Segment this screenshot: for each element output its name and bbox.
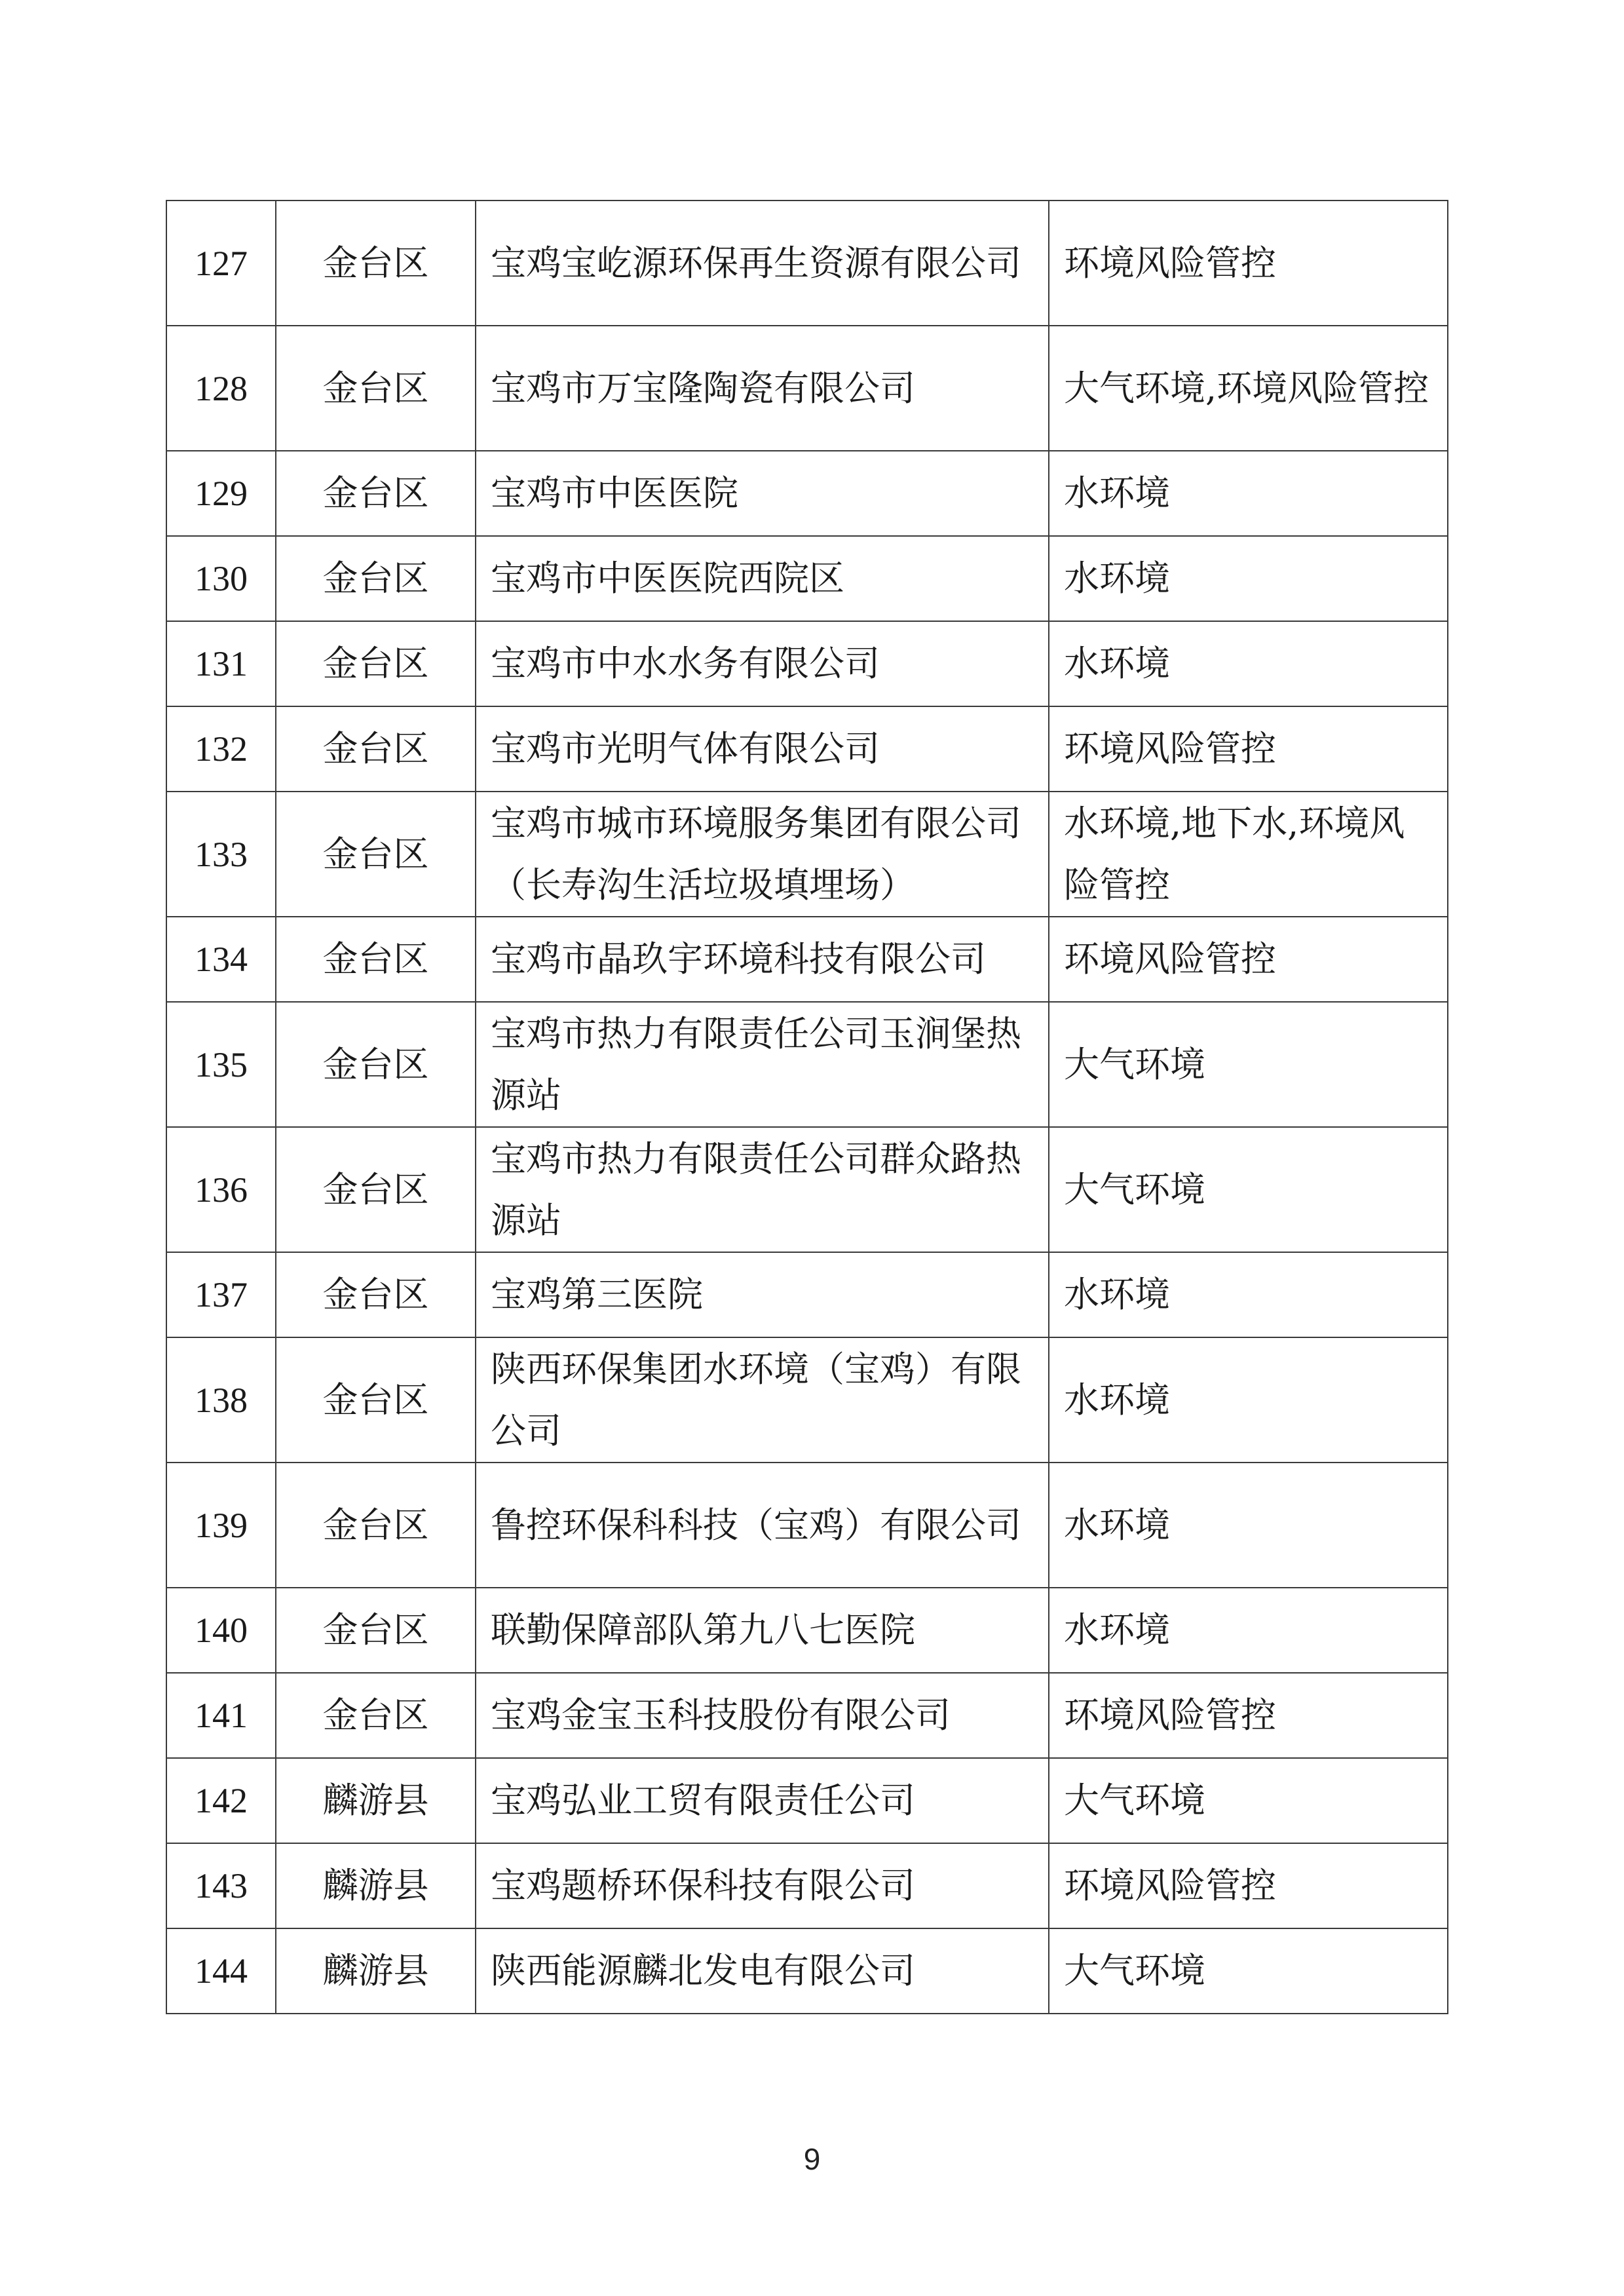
cell-number: 141 xyxy=(166,1673,276,1758)
cell-number: 127 xyxy=(166,201,276,326)
cell-category: 环境风险管控 xyxy=(1049,1843,1448,1928)
table-row xyxy=(166,1463,1448,1588)
table-row xyxy=(166,536,1448,621)
cell-district: 金台区 xyxy=(276,621,476,706)
cell-company-name: 宝鸡市中水水务有限公司 xyxy=(476,621,1049,706)
cell-company-name: 宝鸡金宝玉科技股份有限公司 xyxy=(476,1673,1049,1758)
cell-company-name: 宝鸡市城市环境服务集团有限公司（长寿沟生活垃圾填埋场） xyxy=(476,792,1049,917)
cell-category: 水环境,地下水,环境风险管控 xyxy=(1049,792,1448,917)
cell-district: 金台区 xyxy=(276,792,476,917)
table-row xyxy=(166,1127,1448,1252)
cell-company-name: 陕西环保集团水环境（宝鸡）有限公司 xyxy=(476,1337,1049,1463)
table-body xyxy=(166,201,1448,2014)
cell-category: 水环境 xyxy=(1049,451,1448,536)
table-row xyxy=(166,917,1448,1002)
table-row xyxy=(166,1002,1448,1127)
table-row xyxy=(166,1252,1448,1337)
cell-number: 139 xyxy=(166,1463,276,1588)
cell-category: 水环境 xyxy=(1049,1463,1448,1588)
cell-number: 134 xyxy=(166,917,276,1002)
cell-district: 金台区 xyxy=(276,451,476,536)
cell-category: 大气环境 xyxy=(1049,1002,1448,1127)
table-row xyxy=(166,201,1448,326)
cell-district: 金台区 xyxy=(276,1127,476,1252)
cell-category: 水环境 xyxy=(1049,1588,1448,1673)
cell-category: 水环境 xyxy=(1049,1252,1448,1337)
cell-district: 金台区 xyxy=(276,706,476,792)
cell-company-name: 宝鸡第三医院 xyxy=(476,1252,1049,1337)
cell-category: 环境风险管控 xyxy=(1049,201,1448,326)
cell-number: 136 xyxy=(166,1127,276,1252)
table-row xyxy=(166,1673,1448,1758)
cell-company-name: 宝鸡市中医医院西院区 xyxy=(476,536,1049,621)
cell-number: 144 xyxy=(166,1928,276,2014)
table-row xyxy=(166,451,1448,536)
cell-category: 大气环境,环境风险管控 xyxy=(1049,326,1448,451)
cell-number: 132 xyxy=(166,706,276,792)
table-row xyxy=(166,621,1448,706)
cell-district: 金台区 xyxy=(276,1588,476,1673)
cell-district: 金台区 xyxy=(276,1673,476,1758)
cell-number: 143 xyxy=(166,1843,276,1928)
cell-district: 麟游县 xyxy=(276,1843,476,1928)
table-row xyxy=(166,326,1448,451)
cell-number: 140 xyxy=(166,1588,276,1673)
cell-number: 138 xyxy=(166,1337,276,1463)
cell-category: 环境风险管控 xyxy=(1049,1673,1448,1758)
cell-number: 135 xyxy=(166,1002,276,1127)
cell-category: 水环境 xyxy=(1049,1337,1448,1463)
cell-district: 麟游县 xyxy=(276,1928,476,2014)
table-row xyxy=(166,792,1448,917)
enterprise-list-table xyxy=(166,200,1448,2014)
table-row xyxy=(166,1928,1448,2014)
cell-number: 131 xyxy=(166,621,276,706)
cell-category: 大气环境 xyxy=(1049,1127,1448,1252)
table-row xyxy=(166,1337,1448,1463)
cell-number: 130 xyxy=(166,536,276,621)
cell-company-name: 联勤保障部队第九八七医院 xyxy=(476,1588,1049,1673)
cell-district: 麟游县 xyxy=(276,1758,476,1843)
cell-company-name: 宝鸡弘业工贸有限责任公司 xyxy=(476,1758,1049,1843)
cell-district: 金台区 xyxy=(276,1337,476,1463)
cell-company-name: 宝鸡市热力有限责任公司玉涧堡热源站 xyxy=(476,1002,1049,1127)
cell-district: 金台区 xyxy=(276,201,476,326)
table-row xyxy=(166,706,1448,792)
cell-company-name: 宝鸡宝屹源环保再生资源有限公司 xyxy=(476,201,1049,326)
cell-district: 金台区 xyxy=(276,326,476,451)
cell-number: 129 xyxy=(166,451,276,536)
cell-district: 金台区 xyxy=(276,1463,476,1588)
cell-number: 142 xyxy=(166,1758,276,1843)
table-row xyxy=(166,1758,1448,1843)
cell-district: 金台区 xyxy=(276,1252,476,1337)
table-row xyxy=(166,1588,1448,1673)
cell-district: 金台区 xyxy=(276,917,476,1002)
cell-company-name: 宝鸡市晶玖宇环境科技有限公司 xyxy=(476,917,1049,1002)
cell-company-name: 鲁控环保科科技（宝鸡）有限公司 xyxy=(476,1463,1049,1588)
cell-company-name: 宝鸡市热力有限责任公司群众路热源站 xyxy=(476,1127,1049,1252)
cell-number: 137 xyxy=(166,1252,276,1337)
cell-company-name: 宝鸡市光明气体有限公司 xyxy=(476,706,1049,792)
cell-category: 大气环境 xyxy=(1049,1758,1448,1843)
cell-number: 133 xyxy=(166,792,276,917)
cell-company-name: 宝鸡题桥环保科技有限公司 xyxy=(476,1843,1049,1928)
cell-category: 环境风险管控 xyxy=(1049,706,1448,792)
cell-district: 金台区 xyxy=(276,1002,476,1127)
table-row xyxy=(166,1843,1448,1928)
cell-number: 128 xyxy=(166,326,276,451)
cell-category: 水环境 xyxy=(1049,621,1448,706)
cell-category: 大气环境 xyxy=(1049,1928,1448,2014)
cell-company-name: 宝鸡市中医医院 xyxy=(476,451,1049,536)
cell-company-name: 宝鸡市万宝隆陶瓷有限公司 xyxy=(476,326,1049,451)
cell-company-name: 陕西能源麟北发电有限公司 xyxy=(476,1928,1049,2014)
cell-category: 水环境 xyxy=(1049,536,1448,621)
page-number: 9 xyxy=(803,2142,821,2176)
cell-district: 金台区 xyxy=(276,536,476,621)
cell-category: 环境风险管控 xyxy=(1049,917,1448,1002)
